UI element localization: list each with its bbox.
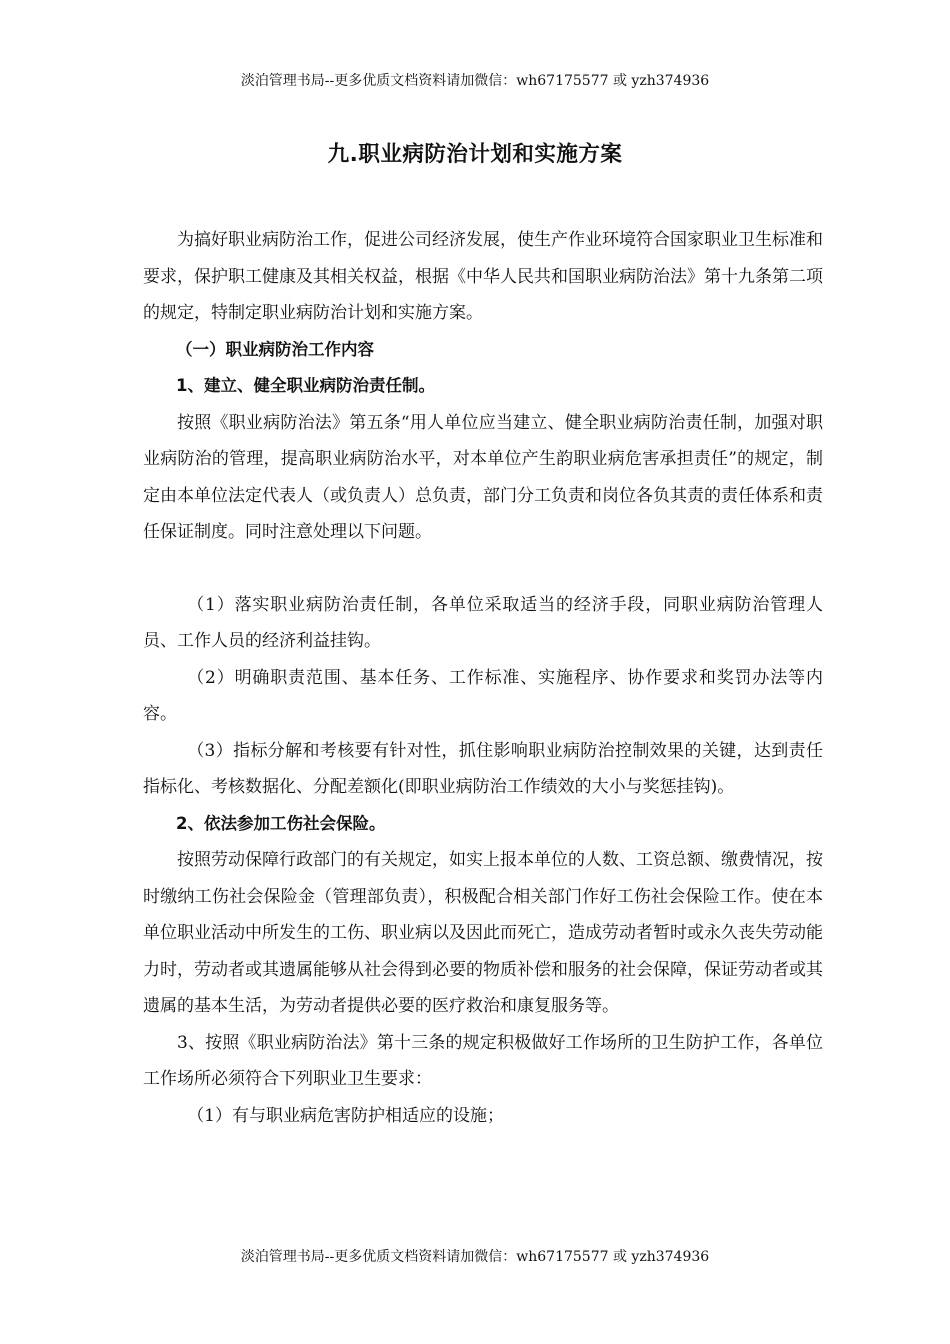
page-footer: 淡泊管理书局--更多优质文档资料请加微信：wh67175577 或 yzh374936 — [240, 1249, 710, 1265]
page-header: 淡泊管理书局--更多优质文档资料请加微信：wh67175577 或 yzh374936 — [240, 73, 710, 89]
item1-sub2: （2）明确职责范围、基本任务、工作标准、实施程序、协作要求和奖罚办法等内容。 — [143, 667, 823, 724]
blank-line — [143, 551, 823, 587]
section-heading: （一）职业病防治工作内容 — [176, 339, 374, 359]
item2-body: 按照劳动保障行政部门的有关规定，如实上报本单位的人数、工资总额、缴费情况，按时缴纳工伤社会保险金（管理部负责），积极配合相关部门作好工伤社会保险工作。使在本单位职业活动中所发生的工伤、职业病以及因此而死亡，造成劳动者暂时或永久丧失劳动能力时，劳动者或其遗属能够从社会得到必要的物质补偿和服务的社会保障，保证劳动者或其遗属的基本生活，为劳动者提供必要的医疗救治和康复服务等。 — [143, 850, 823, 1016]
item1-sub1: （1）落实职业病防治责任制，各单位采取适当的经济手段，同职业病防治管理人员、工作人员的经济利益挂钩。 — [143, 594, 823, 651]
item3-body: 3、按照《职业病防治法》第十三条的规定积极做好工作场所的卫生防护工作，各单位工作场所必须符合下列职业卫生要求： — [143, 1032, 823, 1089]
intro-paragraph: 为搞好职业病防治工作，促进公司经济发展，使生产作业环境符合国家职业卫生标准和要求，保护职工健康及其相关权益，根据《中华人民共和国职业病防治法》第十九条第二项的规定，特制定职业病防治计划和实施方案。 — [143, 230, 823, 323]
document-title: 九.职业病防治计划和实施方案 — [327, 142, 623, 167]
document-body — [143, 222, 823, 1134]
item1-heading: 1、建立、健全职业病防治责任制。 — [176, 376, 435, 395]
item1-sub3: （3）指标分解和考核要有针对性，抓住影响职业病防治控制效果的关键，达到责任指标化、考核数据化、分配差额化(即职业病防治工作绩效的大小与奖惩挂钩)。 — [143, 740, 823, 797]
item3-sub1: （1）有与职业病危害防护相适应的设施； — [187, 1105, 505, 1126]
item1-body: 按照《职业病防治法》第五条“用人单位应当建立、健全职业病防治责任制，加强对职业病防治的管理，提高职业病防治水平，对本单位产生韵职业病危害承担责任”的规定，制定由本单位法定代表人（或负责人）总负责，部门分工负责和岗位各负其责的责任体系和责任保证制度。同时注意处理以下问题。 — [143, 412, 823, 542]
item2-heading: 2、依法参加工伤社会保险。 — [176, 813, 386, 833]
